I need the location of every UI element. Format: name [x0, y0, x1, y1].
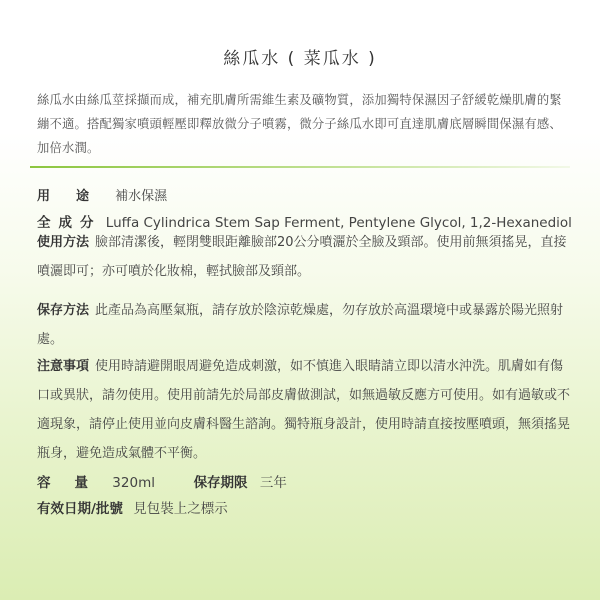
storage-label: 保存方法	[37, 303, 90, 318]
expiry-row	[37, 497, 228, 517]
capacity-value: 320ml	[112, 475, 155, 491]
notes-row	[37, 352, 572, 468]
shelf-life-label: 保存期限	[193, 475, 248, 491]
expiry-value: 見包裝上之標示	[133, 501, 228, 517]
storage-value: 此產品為高壓氣瓶，請存放於陰涼乾燥處，勿存放於高溫環境中或暴露於陽光照射處。	[37, 303, 564, 347]
capacity-label: 容量	[37, 475, 112, 491]
expiry-label: 有效日期/批號	[37, 501, 123, 517]
usage-label: 用途	[37, 189, 116, 204]
product-intro: 絲瓜水由絲瓜莖採擷而成，補充肌膚所需維生素及礦物質，添加獨特保濕因子舒緩乾燥肌膚的緊繃不適。搭配獨家噴頭輕壓即釋放微分子噴霧，微分子絲瓜水即可直達肌膚底層瞬間保濕有感、加倍水潤。	[37, 93, 562, 155]
shelf-life-value: 三年	[259, 475, 287, 491]
notes-label: 注意事項	[37, 359, 90, 374]
usage-row	[37, 185, 567, 204]
ingredients-value: Luffa Cylindrica Stem Sap Ferment, Pentylene Glycol, 1,2-Hexanediol	[105, 215, 572, 231]
method-label: 使用方法	[37, 235, 90, 250]
method-value: 臉部清潔後，輕閉雙眼距離臉部20公分噴灑於全臉及頸部。使用前無須搖晃，直接噴灑即可；亦可噴於化妝棉，輕拭臉部及頸部。	[37, 235, 567, 279]
usage-value: 補水保濕	[115, 189, 168, 204]
capacity-row	[37, 471, 287, 491]
notes-value: 使用時請避開眼周避免造成刺激，如不慎進入眼睛請立即以清水沖洗。肌膚如有傷口或異狀，請勿使用。使用前請先於局部皮膚做測試，如無過敏反應方可使用。如有過敏或不適現象，請停止使用並向皮膚科醫生諮詢。獨特瓶身設計，使用時請直接按壓噴頭，無須搖晃瓶身，避免造成氣體不平衡。	[37, 359, 571, 461]
ingredients-label: 全成分	[37, 215, 102, 231]
method-row	[37, 228, 572, 286]
page-title: 絲瓜水 ( 菜瓜水 )	[223, 49, 377, 69]
divider	[30, 166, 570, 168]
storage-row	[37, 296, 572, 354]
